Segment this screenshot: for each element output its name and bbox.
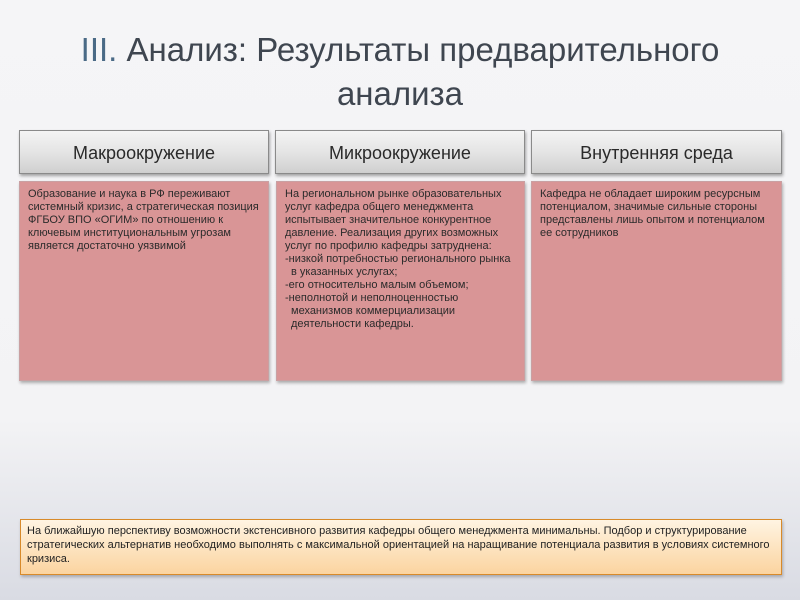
- header-internal-environment: Внутренняя среда: [531, 130, 782, 174]
- panel-micro-text: На региональном рынке образовательных услуг кафедра общего менеджмента испытывает значительное конкурентное давление. Реализация других возможных услуг по профилю кафедры затруднена:: [285, 188, 502, 252]
- micro-bullet-3: - неполнотой и неполноценностью механизмов коммерциализации деятельности кафедры.: [285, 292, 516, 331]
- panel-macro-environment: [19, 181, 269, 381]
- title-section-number: III.: [80, 31, 118, 68]
- header-macro-environment: Макроокружение: [19, 130, 269, 174]
- panel-micro-bullets: [285, 253, 516, 331]
- header-micro-environment: Микроокружение: [275, 130, 525, 174]
- panel-internal-environment: [531, 181, 782, 381]
- title-line-1: Анализ: Результаты предварительного: [126, 31, 720, 68]
- title-line-2: анализа: [336, 75, 464, 112]
- conclusion-box: [20, 519, 782, 575]
- slide-title: [30, 28, 770, 116]
- panel-internal-text: Кафедра не обладает широким ресурсным потенциалом, значимые сильные стороны представлены лишь опытом и потенциалом ее сотрудников: [540, 188, 765, 239]
- panel-macro-text: Образование и наука в РФ переживают системный кризис, а стратегическая позиция ФГБОУ ВПО «ОГИМ» по отношению к ключевым институциональным угрозам является достаточно уязвимой: [28, 188, 259, 252]
- conclusion-text: На ближайшую перспективу возможности экстенсивного развития кафедры общего менеджмента минимальны. Подбор и структурирование стратегических альтернатив необходимо выполнять с максимальной ориентацией на наращивание потенциала развития в условиях системного кризиса.: [27, 525, 770, 565]
- panel-micro-environment: [276, 181, 525, 381]
- micro-bullet-2: - его относительно малым объемом;: [285, 279, 516, 292]
- micro-bullet-1: - низкой потребностью регионального рынка в указанных услугах;: [285, 253, 516, 279]
